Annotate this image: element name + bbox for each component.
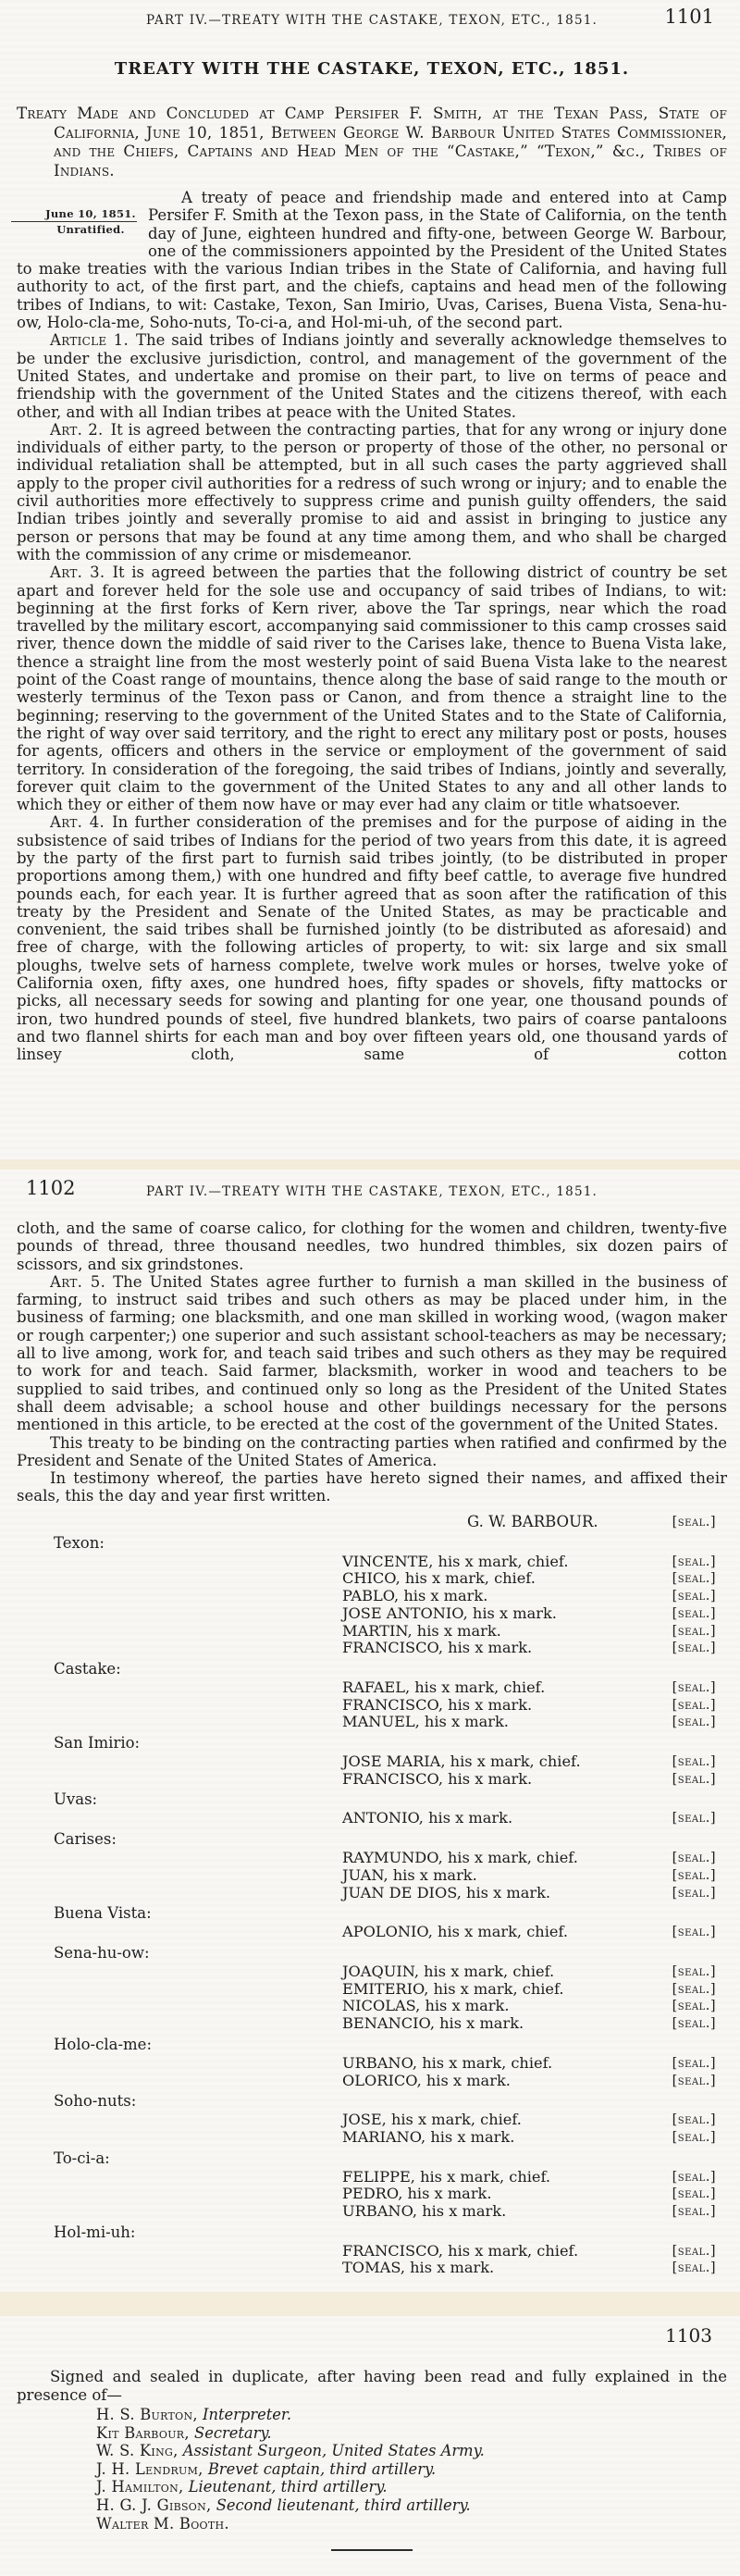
- seal-label: [seal.]: [672, 2260, 716, 2276]
- witness-list: [96, 2406, 727, 2533]
- signer-name: FRANCISCO, his x mark.: [342, 1769, 533, 1788]
- signature-block: [17, 1513, 727, 2277]
- running-header-text: PART IV.—TREATY WITH THE CASTAKE, TEXON, ETC., 1851.: [145, 13, 598, 28]
- seal-label: [seal.]: [672, 2112, 716, 2128]
- seal-label: [seal.]: [672, 1554, 716, 1569]
- running-header-text: PART IV.—TREATY WITH THE CASTAKE, TEXON, ETC., 1851.: [145, 1184, 598, 1199]
- signer-name: PEDRO, his x mark.: [342, 2185, 492, 2203]
- signer-name: JOAQUIN, his x mark, chief.: [342, 1963, 555, 1980]
- article-paragraph: [17, 813, 727, 1063]
- signer-name: JOSE MARIA, his x mark, chief.: [342, 1752, 581, 1771]
- seal-label: [seal.]: [672, 1623, 716, 1639]
- signature-row: [17, 1753, 727, 1771]
- signature-row: [17, 1697, 727, 1715]
- treaty-preamble: Treaty Made and Concluded at Camp Persifer F. Smith, at the Texan Pass, State of California, June 10, 1851, Between George W. Barbour United States Commissioner, and the Chiefs, Captains and Head Men of the “Castake,” “Texon,” &c., Tribes of Indians.: [17, 104, 727, 180]
- seal-label: [seal.]: [672, 1679, 716, 1695]
- opening-paragraph: [17, 189, 727, 331]
- signer-name: URBANO, his x mark, chief.: [342, 2053, 553, 2072]
- signature-row: [17, 1850, 727, 1867]
- tribe-label: Uvas:: [54, 1790, 98, 1809]
- seal-label: [seal.]: [672, 1811, 716, 1827]
- commissioner-signature: [17, 1513, 727, 1531]
- seal-label: [seal.]: [672, 2243, 716, 2259]
- seal-label: [seal.]: [672, 1867, 716, 1883]
- signer-name: MARTIN, his x mark.: [342, 1621, 501, 1640]
- page-1102: [0, 1170, 740, 2292]
- running-header: [17, 1177, 727, 1201]
- article-paragraph: [17, 421, 727, 564]
- signature-row: [17, 1570, 727, 1588]
- witness-name: J. Hamilton,: [96, 2478, 184, 2496]
- witness-row: [96, 2515, 727, 2533]
- seal-label: [seal.]: [672, 1964, 716, 1979]
- signature-row: [17, 2055, 727, 2073]
- seal-label: [seal.]: [672, 1851, 716, 1866]
- witness-row: [96, 2424, 727, 2443]
- seal-label: [seal.]: [672, 1641, 716, 1656]
- witness-title: Brevet captain, third artillery.: [203, 2459, 437, 2478]
- sidenote-status: Unratified.: [56, 223, 125, 236]
- seal-label: [seal.]: [672, 1605, 716, 1621]
- seal-label: [seal.]: [672, 2169, 716, 2185]
- witness-name: H. G. J. Gibson,: [96, 2496, 212, 2514]
- end-rule: [331, 2549, 413, 2551]
- signature-groups: [17, 1534, 727, 2277]
- sidenote-date: June 10, 1851.: [11, 207, 137, 222]
- signer-name: CHICO, his x mark, chief.: [342, 1569, 536, 1588]
- signature-row: [17, 2243, 727, 2260]
- witness-title: Lieutenant, third artillery.: [183, 2478, 388, 2496]
- article-paragraph: [17, 564, 727, 813]
- seal-label: [seal.]: [672, 1571, 716, 1587]
- seal-label: [seal.]: [672, 1697, 716, 1713]
- tribe-label: Hol-mi-uh:: [54, 2223, 136, 2241]
- witness-title: Secretary.: [189, 2423, 272, 2442]
- treaty-title: TREATY WITH THE CASTAKE, TEXON, ETC., 1851.: [114, 59, 630, 79]
- witness-name: Kit Barbour,: [96, 2423, 190, 2442]
- article-text: In further consideration of the premises and for the purpose of aiding in the subsistence of said tribes of Indians for the period of two years from this date, it is agreed by the party of the first part to furnish said tribes jointly, (to be distributed in proper proportions among them,) with one hundred and fifty beef cattle, to average five hundred pounds each, for each year. It is further agreed that as soon after the ratification of this treaty by the President and Senate of the United States, as may be practicable and convenient, the said tribes shall be furnished jointly (to be distributed as aforesaid) and free of charge, with the following articles of property, to wit: six large and six small ploughs, twelve sets of harness complete, twelve work mules or horses, twelve yoke of California oxen, fifty axes, one hundred hoes, fifty spades or shovels, fifty mattocks or picks, all necessary seeds for sowing and planting for one year, one thousand pounds of iron, two hundred pounds of steel, five hundred blankets, two pairs of coarse pantaloons and two flannel shirts for each man and boy over fifteen years old, one thousand yards of linsey cloth, same of cotton: [17, 813, 727, 1064]
- opening-paragraph-text: A treaty of peace and friendship made and entered into at Camp Persifer F. Smith at the Texon pass, in the State of California, on the tenth day of June, eighteen hundred and fifty-one, between George W. Barbour, one of the commissioners appointed by the President of the United States to make treaties with the various Indian tribes in the State of California, and having full authority to act, of the first part, and the chiefs, captains and head men of the following tribes of Indians, to wit: Castake, Texon, San Imirio, Uvas, Carises, Buena Vista, Sena-hu-ow, Holo-cla-me, Soho-nuts, To-ci-a, and Hol-mi-uh, of the second part.: [17, 189, 727, 332]
- signer-name: RAYMUNDO, his x mark, chief.: [342, 1849, 578, 1867]
- witness-title: Interpreter.: [197, 2406, 292, 2423]
- witness-name: H. S. Burton,: [96, 2406, 198, 2423]
- seal-label: [seal.]: [672, 1999, 716, 2014]
- signer-name: JOSE, his x mark, chief.: [342, 2111, 522, 2129]
- signer-name: URBANO, his x mark.: [342, 2202, 507, 2221]
- signer-name: APOLONIO, his x mark, chief.: [342, 1923, 569, 1941]
- page-number: 1103: [665, 2324, 712, 2347]
- seal-label: [seal.]: [672, 1925, 716, 1940]
- witness-name: Walter M. Booth.: [96, 2514, 229, 2533]
- binding-paragraph: This treaty to be binding on the contracting parties when ratified and confirmed by the President and Senate of the United States of America.: [17, 1433, 727, 1469]
- witness-row: [96, 2496, 727, 2515]
- page-separator-band: [0, 2292, 740, 2316]
- seal-label: [seal.]: [672, 1754, 716, 1770]
- article-text: The United States agree further to furnish a man skilled in the business of farming, to instruct said tribes and such others as may be placed under him, in the business of farming; one blacksmith, and one man skilled in working wood, (wagon maker or rough carpenter;) one superior and such assistant school-teachers as may be necessary; all to live among, work for, and teach said tribes and such others as they may be required to work for and teach. Said farmer, blacksmith, worker in wood and teachers to be supplied to said tribes, and continued only so long as the President of the United States shall deem advisable; a school house and other buildings necessary for the persons mentioned in this article, to be erected at the cost of the government of the United States.: [17, 1272, 727, 1434]
- signature-row: [17, 2260, 727, 2277]
- signer-name: FRANCISCO, his x mark.: [342, 1695, 533, 1714]
- page-number: 1101: [664, 6, 714, 28]
- signature-row: [17, 2015, 727, 2033]
- page-1101: [0, 0, 740, 1159]
- signature-row: [17, 1810, 727, 1827]
- tribe-label: To-ci-a:: [54, 2149, 110, 2167]
- commissioner-name: G. W. BARBOUR.: [467, 1512, 598, 1530]
- seal-label: [seal.]: [672, 2129, 716, 2145]
- signature-row: [17, 1771, 727, 1789]
- signer-name: JUAN DE DIOS, his x mark.: [342, 1883, 551, 1901]
- tribe-label: Carises:: [54, 1830, 117, 1849]
- testimony-paragraph: In testimony whereof, the parties have hereto signed their names, and affixed their seals, this the day and year first written.: [17, 1469, 727, 1505]
- signer-name: RAFAEL, his x mark, chief.: [342, 1678, 546, 1696]
- article-label: Art. 2.: [50, 420, 104, 439]
- margin-sidenote: [11, 207, 137, 259]
- signature-row: [17, 2073, 727, 2090]
- signer-name: VINCENTE, his x mark, chief.: [342, 1552, 569, 1570]
- article-paragraph: [17, 1273, 727, 1434]
- signature-row: [17, 1554, 727, 1571]
- signature-row: [17, 1714, 727, 1731]
- witness-name: J. H. Lendrum,: [96, 2459, 204, 2478]
- signature-row: [17, 1998, 727, 2015]
- signer-name: OLORICO, his x mark.: [342, 2071, 511, 2089]
- signer-name: FRANCISCO, his x mark, chief.: [342, 2241, 579, 2260]
- signature-row: [17, 1867, 727, 1885]
- continuation-paragraph: cloth, and the same of coarse calico, for clothing for the women and children, twenty-five pounds of thread, three thousand needles, two hundred thimbles, six dozen pairs of scissors, and six grindstones.: [17, 1220, 727, 1273]
- seal-label: [seal.]: [672, 1715, 716, 1730]
- tribe-label: Castake:: [54, 1659, 121, 1678]
- tribe-label: Sena-hu-ow:: [54, 1944, 150, 1962]
- tribe-label: Buena Vista:: [54, 1904, 152, 1923]
- seal-label: [seal.]: [672, 1981, 716, 1997]
- signature-row: [17, 2203, 727, 2221]
- seal-label: [seal.]: [672, 2073, 716, 2088]
- seal-label: [seal.]: [672, 1771, 716, 1787]
- signature-row: [17, 1623, 727, 1641]
- witness-title: Second lieutenant, third artillery.: [211, 2496, 471, 2514]
- witness-row: [96, 2406, 727, 2424]
- signature-row: [17, 1640, 727, 1657]
- article-label: Art. 5.: [50, 1272, 106, 1291]
- articles-page-1102: [17, 1273, 727, 1434]
- signature-row: [17, 2169, 727, 2186]
- article-text: It is agreed between the parties that the following district of country be set apart and forever held for the sole use and occupancy of said tribes of Indians, to wit: beginning at the first forks of Kern river, above the Tar springs, near which the road travelled by the military escort, accompanying said commissioner to this camp crosses said river, thence down the middle of said river to the Carises lake, thence to Buena Vista lake, thence a straight line from the most westerly point of said Buena Vista lake to the nearest point of the Coast range of mountains, thence along the base of said range to the mouth or westerly terminus of the Texon pass or Canon, and from thence a straight line to the beginning; reserving to the government of the United States and to the State of California, the right of way over said territory, and the right to erect any military post or posts, houses for agents, officers and others in the service or employment of the government of said territory. In consideration of the foregoing, the said tribes of Indians, jointly and severally, forever quit claim to the government of the United States to any and all other lands to which they or either of them now have or may ever had any claim or title whatsoever.: [17, 564, 727, 814]
- tribe-label: Holo-cla-me:: [54, 2035, 153, 2053]
- seal-label: [seal.]: [672, 2204, 716, 2220]
- page-number: 1102: [26, 1177, 76, 1199]
- page-separator-band: [0, 1159, 740, 1170]
- article-label: Art. 3.: [50, 564, 105, 582]
- article-text: The said tribes of Indians jointly and severally acknowledge themselves to be under the exclusive jurisdiction, control, and management of the government of the United States, and undertake and promise on their part, to live on terms of peace and friendship with the government of the United States and the citizens thereof, with each other, and with all Indian tribes at peace with the United States.: [17, 331, 727, 421]
- witness-row: [96, 2478, 727, 2496]
- witness-row: [96, 2442, 727, 2460]
- signer-name: PABLO, his x mark.: [342, 1587, 488, 1605]
- signature-row: [17, 1605, 727, 1623]
- tribe-label: San Imirio:: [54, 1734, 141, 1752]
- article-label: Article 1.: [50, 331, 130, 350]
- signer-name: NICOLAS, his x mark.: [342, 1997, 510, 2015]
- signer-name: ANTONIO, his x mark.: [342, 1809, 513, 1827]
- signer-name: TOMAS, his x mark.: [342, 2259, 495, 2277]
- signature-row: [17, 2112, 727, 2129]
- signer-name: JOSE ANTONIO, his x mark.: [342, 1604, 557, 1622]
- seal-label: [seal.]: [672, 2186, 716, 2202]
- signer-name: MANUEL, his x mark.: [342, 1713, 509, 1731]
- seal-label: [seal.]: [672, 1514, 716, 1530]
- signature-row: [17, 1679, 727, 1697]
- page-1103: [0, 2316, 740, 2576]
- attestation-paragraph: Signed and sealed in duplicate, after having been read and fully explained in the presence of—: [17, 2368, 727, 2404]
- signature-row: [17, 2186, 727, 2203]
- articles-page-1101: [17, 331, 727, 1063]
- signer-name: FELIPPE, his x mark, chief.: [342, 2167, 551, 2186]
- tribe-label: Soho-nuts:: [54, 2092, 137, 2111]
- signature-row: [17, 1588, 727, 1605]
- signature-row: [17, 1885, 727, 1902]
- tribe-label: Texon:: [54, 1533, 105, 1552]
- running-header: [17, 6, 727, 30]
- signature-row: [17, 2129, 727, 2147]
- seal-label: [seal.]: [672, 2055, 716, 2071]
- signature-row: [17, 1981, 727, 1999]
- signer-name: BENANCIO, his x mark.: [342, 2014, 524, 2033]
- witness-row: [96, 2460, 727, 2479]
- seal-label: [seal.]: [672, 1885, 716, 1901]
- article-text: It is agreed between the contracting parties, that for any wrong or injury done individuals of either party, to the person or property of those of the other, no personal or individual retaliation shall be attempted, but in all such cases the party aggrieved shall apply to the proper civil authorities for a redress of such wrong or injury; and to enable the civil authorities more effectively to suppress crime and punish guilty offenders, the said Indian tribes jointly and severally promise to aid and assist in bringing to justice any person or persons that may be found at any time among them, and who shall be charged with the commission of any crime or misdemeanor.: [17, 420, 727, 564]
- signer-name: JUAN, his x mark.: [342, 1865, 477, 1884]
- witness-name: W. S. King,: [96, 2442, 179, 2460]
- witness-title: Assistant Surgeon, United States Army.: [178, 2442, 485, 2460]
- signature-row: [17, 1963, 727, 1981]
- signer-name: EMITERIO, his x mark, chief.: [342, 1979, 564, 1998]
- signature-row: [17, 1924, 727, 1941]
- article-label: Art. 4.: [50, 813, 105, 832]
- seal-label: [seal.]: [672, 1589, 716, 1604]
- seal-label: [seal.]: [672, 2016, 716, 2032]
- signer-name: MARIANO, his x mark.: [342, 2127, 515, 2146]
- signer-name: FRANCISCO, his x mark.: [342, 1639, 533, 1657]
- article-paragraph: [17, 331, 727, 420]
